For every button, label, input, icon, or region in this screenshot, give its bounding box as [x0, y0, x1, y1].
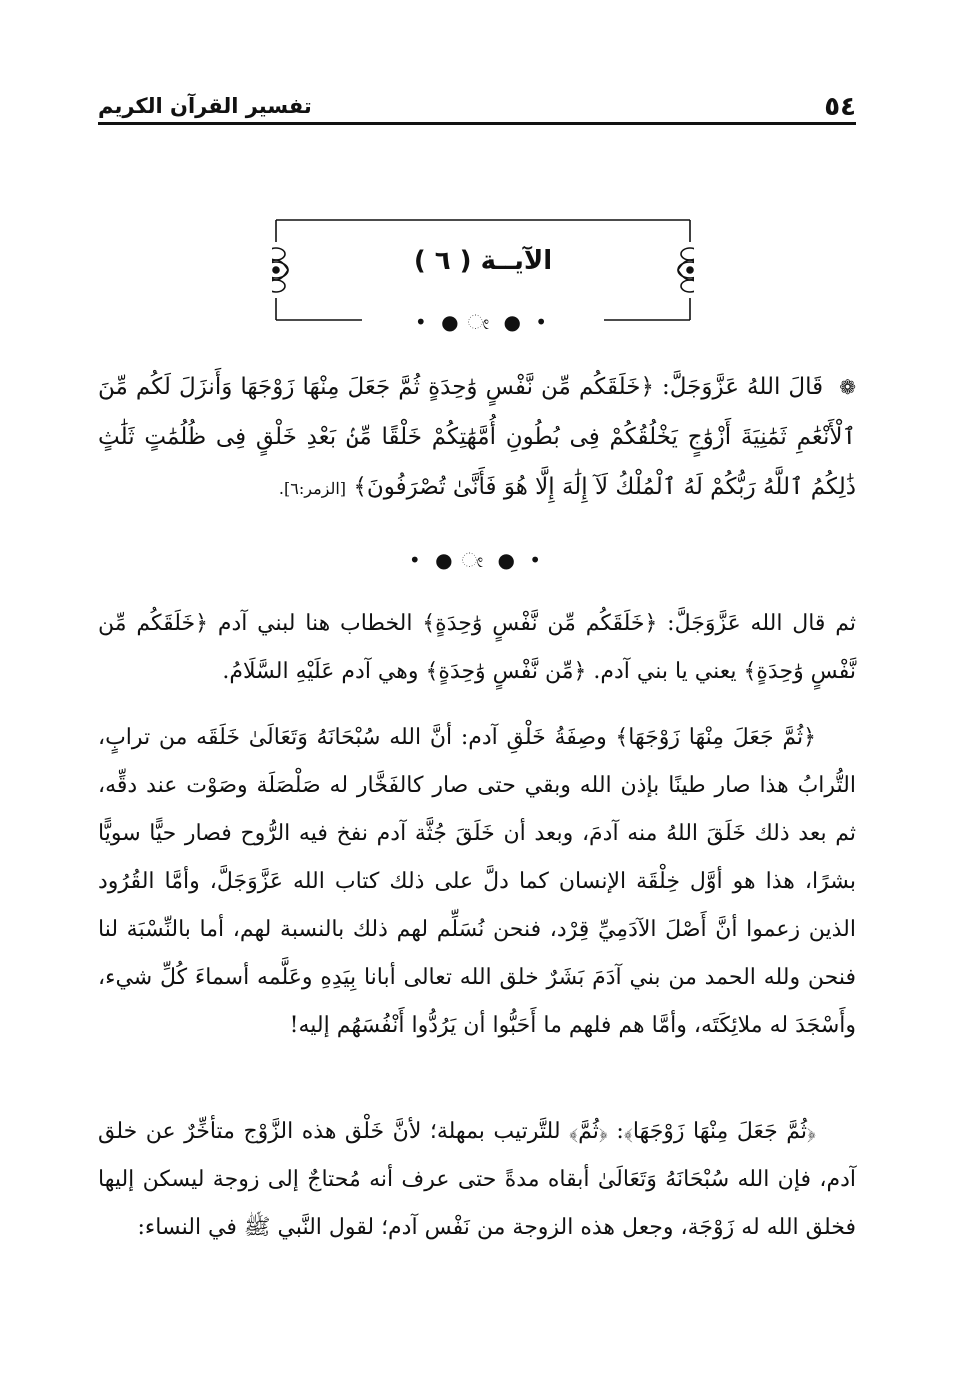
flower-icon: ❁	[839, 375, 857, 399]
paragraph-text: ﴿ثُمَّ جَعَلَ مِنْهَا زَوْجَهَا﴾: ﴿ثُمَّ﴾ للتَّرتيب بمهلة؛ لأنَّ خَلْق هذه الزَّوْج متأخِّرٌ عن خلق آدم، فإن الله سُبْحَانَهُ وَتَعَالَىٰ أبقاه مدةً حتى عرف أنه مُحتاجٌ إلى زوجة ليسكن إليها فخلق الله له زَوْجَة، وجعل هذه الزوجة من نَفْس آدم؛ لقول النَّبي ﷺ في النساء:	[98, 1119, 856, 1240]
verse-text: ﴿خَلَقَكُم مِّن نَّفْسٍ وَٰحِدَةٍ ثُمَّ جَعَلَ مِنْهَا زَوْجَهَا وَأَنزَلَ لَكُم مِّنَ ٱلْأَنْعَٰمِ ثَمَٰنِيَةَ أَزْوَٰجٍ يَخْلُقُكُمْ فِى بُطُونِ أُمَّهَٰتِكُمْ خَلْقًا مِّنۢ بَعْدِ خَلْقٍ فِى ظُلُمَٰتٍ ثَلَٰثٍ ذَٰلِكُمُ ٱللَّهُ رَبُّكُمْ لَهُ ٱلْمُلْكُ لَآ إِلَٰهَ إِلَّا هُوَ فَأَنَّىٰ تُصْرَفُونَ﴾	[98, 374, 856, 500]
verse-intro: قَالَ اللهُ عَزَّوَجَلَّ:	[662, 374, 824, 400]
verse-title-frame	[272, 214, 694, 334]
book-title: تفسير القرآن الكريم	[98, 94, 312, 118]
paragraph-text: ﴿ثُمَّ جَعَلَ مِنْهَا زَوْجَهَا﴾ وصِفَةُ خَلْقِ آدم: أنَّ الله سُبْحَانَهُ وَتَعَالَىٰ خَلَقَه من ترابٍ، التُّرابُ هذا صار طينًا بإذن الله وبقي حتى صار كالفَخَّار له صَلْصَلَة وصَوْت عند دقِّه، ثم بعد ذلك خَلَقَ اللهُ منه آدمَ، وبعد أن خَلَقَ جُثَّة آدم نفخ فيه الرُّوح فصار حيًّا سويًّا بشرًا، هذا هو أوَّل خِلْقَة الإنسان كما دلَّ على ذلك كتاب الله عَزَّوَجَلَّ، وأمَّا القُرُود الذين زعموا أنَّ أَصْلَ الآدَمِيِّ قِرْد، فنحن نُسَلِّم لهم ذلك بالنسبة لهم، أما بالنِّسْبَة لنا فنحن ولله الحمد من بني آدَمَ بَشَرٌ خلق الله تعالى أبانا بِيَدِهِ وعَلَّمه أسماءَ كُلِّ شيء، وأَسْجَدَ له ملائِكَتَه، وأمَّا هم فلهم ما أَحَبُّوا أن يَرُدُّوا أَنْفُسَهُم إليه!	[98, 725, 856, 1038]
section-divider: • ● ೕ ● •	[414, 310, 552, 334]
commentary-paragraph	[98, 1108, 856, 1252]
paragraph-text: ثم قال الله عَزَّوَجَلَّ: ﴿خَلَقَكُم مِّن نَّفْسٍ وَٰحِدَةٍ﴾ الخطاب هنا لبني آدم ﴿خَلَقَكُم مِّن نَّفْسٍ وَٰحِدَةٍ﴾ يعني يا بني آدم. ﴿مِّن نَّفْسٍ وَٰحِدَةٍ﴾ وهي آدم عَلَيْهِ السَّلَامُ.	[98, 611, 856, 684]
quran-verse-block	[98, 362, 856, 514]
paragraph-separator: • ● ೕ ● •	[408, 548, 546, 572]
header-rule	[98, 122, 856, 125]
commentary-paragraph	[98, 714, 856, 1050]
commentary-paragraph	[98, 600, 856, 696]
verse-number-title: الآيــة ( ٦ )	[413, 246, 553, 276]
page-number: ٥٤	[824, 92, 856, 122]
running-header	[98, 88, 856, 128]
verse-reference: [الزمر:٦].	[278, 479, 347, 498]
